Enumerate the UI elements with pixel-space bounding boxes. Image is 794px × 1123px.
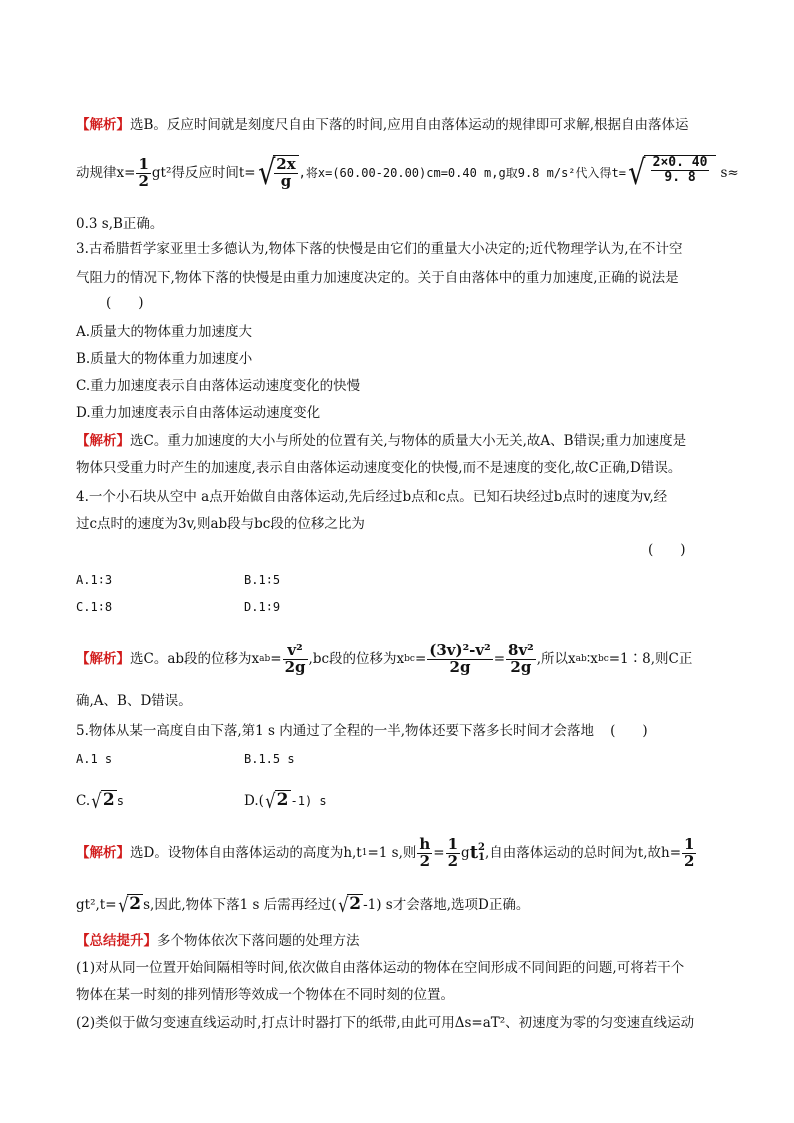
fraction-v2-over-2g: $\frac{\text{v²}}{2g}$: [284, 640, 306, 676]
q3-answer-paren: ( ): [106, 295, 144, 311]
q5-option-c: C. √ 2 s: [76, 789, 124, 813]
q5-stem: 5.物体从某一高度自由下落,第1 s 内通过了全程的一半,物体还要下落多长时间才会落地 ( ): [76, 723, 648, 739]
analysis-q2-line1: 【解析】选B。反应时间就是刻度尺自由下落的时间,应用自由落体运动的规律即可求解,根据自由落体运: [76, 117, 689, 133]
sqrt-numeric: √ $\frac{2\times 0. 40}{9. 8}$: [626, 155, 716, 191]
q5-option-a: A.1 s: [76, 752, 113, 766]
fraction-one-half: $\frac{1}{2}$: [447, 834, 459, 870]
analysis-q3-line2: 物体只受重力时产生的加速度,表示自由落体运动速度变化的快慢,而不是速度的变化,故C正确,D错误。: [76, 460, 682, 476]
sqrt-2: √ 2: [337, 893, 362, 917]
sqrt-2: √ 2: [91, 789, 115, 813]
analysis-q4-line2: 确,A、B、D错误。: [76, 693, 192, 709]
q3-stem-line2: 气阻力的情况下,物体下落的快慢是由重力加速度决定的。关于自由落体中的重力加速度,正确的说法是: [76, 270, 679, 286]
fraction-h-over-2: $\frac{h}{2}$: [419, 834, 431, 870]
analysis-tag: 【解析】: [76, 117, 130, 133]
summary-p2-line1: (2)类似于做匀变速直线运动时,打点计时器打下的纸带,由此可用Δs=aT²、初速度为零的匀变速直线运动: [76, 1015, 695, 1031]
fraction-one-half: $\frac{1}{2}$: [684, 834, 695, 870]
q4-stem-line2: 过c点时的速度为3v,则ab段与bc段的位移之比为: [76, 516, 365, 532]
fraction-bc-displacement: $\frac{\text{(3v)²-v²}}{2g}$: [429, 640, 491, 676]
analysis-q2-line2: 动规律x= $\frac{1}{2}$ gt²得反应时间t= √ $\frac{2x}{g}$ ,将x=(60.00-20.00)cm=0.40 m,g取9.8 m/s²代入得t= √ $\frac{2\times 0. 40}{9. 8}$ s≈: [76, 153, 739, 193]
summary-p1-line1: (1)对从同一位置开始间隔相等时间,依次做自由落体运动的物体在空间形成不同间距的问题,可将若干个: [76, 960, 685, 976]
q3-option-d: D.重力加速度表示自由落体运动速度变化: [76, 405, 321, 421]
analysis-q2-line3: 0.3 s,B正确。: [76, 216, 164, 232]
sqrt-2: √ 2: [265, 789, 289, 813]
analysis-q5-line1: 【解析】 选D。设物体自由落体运动的高度为h,t 1 =1 s,则 $\frac{h}{2}$ = $\frac{1}{2}$ g t 2 1 ,自由落体运动的总时间为t,故h= $\frac{1}{2}$: [76, 834, 695, 870]
q5-option-d: D.( √ 2 -1) s: [244, 789, 327, 813]
q3-option-a: A.质量大的物体重力加速度大: [76, 324, 253, 340]
q3-option-b: B.质量大的物体重力加速度小: [76, 351, 253, 367]
analysis-q3-line1: 【解析】选C。重力加速度的大小与所处的位置有关,与物体的质量大小无关,故A、B错误;重力加速度是: [76, 433, 687, 449]
q3-option-c: C.重力加速度表示自由落体运动速度变化的快慢: [76, 378, 361, 394]
q4-answer-paren: ( ): [648, 542, 686, 558]
analysis-q5-line2: gt²,t= √ 2 s,因此,物体下落1 s 后需再经过( √ 2 -1) s才会落地,选项D正确。: [76, 893, 530, 917]
summary-p1-line2: 物体在某一时刻的排列情形等效成一个物体在不同时刻的位置。: [76, 987, 454, 1003]
sqrt-2: √ 2: [117, 893, 142, 917]
q4-option-a: A.1∶3: [76, 573, 113, 587]
summary-heading: 【总结提升】多个物体依次下落问题的处理方法: [76, 933, 360, 949]
q4-option-d: D.1∶9: [244, 600, 281, 614]
q4-option-c: C.1∶8: [76, 600, 113, 614]
q3-stem-line1: 3.古希腊哲学家亚里士多德认为,物体下落的快慢是由它们的重量大小决定的;近代物理学认为,在不计空: [76, 241, 683, 257]
analysis-q4-line1: 【解析】 选C。ab段的位移为x ab = $\frac{\text{v²}}{2g}$ ,bc段的位移为x bc = $\frac{\text{(3v)²-v²}}{2g}$ = $\frac{\text{8v²}}{2g}$ ,所以x ab ∶x bc =1∶8,则C正: [76, 640, 693, 676]
fraction-8v2-over-2g: $\frac{\text{8v²}}{2g}$: [508, 640, 534, 676]
fraction-one-half: $\frac{1}{2}$: [138, 154, 149, 190]
q4-stem-line1: 4.一个小石块从空中 a点开始做自由落体运动,先后经过b点和c点。已知石块经过b点时的速度为v,经: [76, 489, 668, 505]
q5-option-b: B.1.5 s: [244, 752, 295, 766]
sqrt-2x-over-g: √ $\frac{2x}{g}$: [256, 155, 299, 191]
q4-option-b: B.1∶5: [244, 573, 281, 587]
